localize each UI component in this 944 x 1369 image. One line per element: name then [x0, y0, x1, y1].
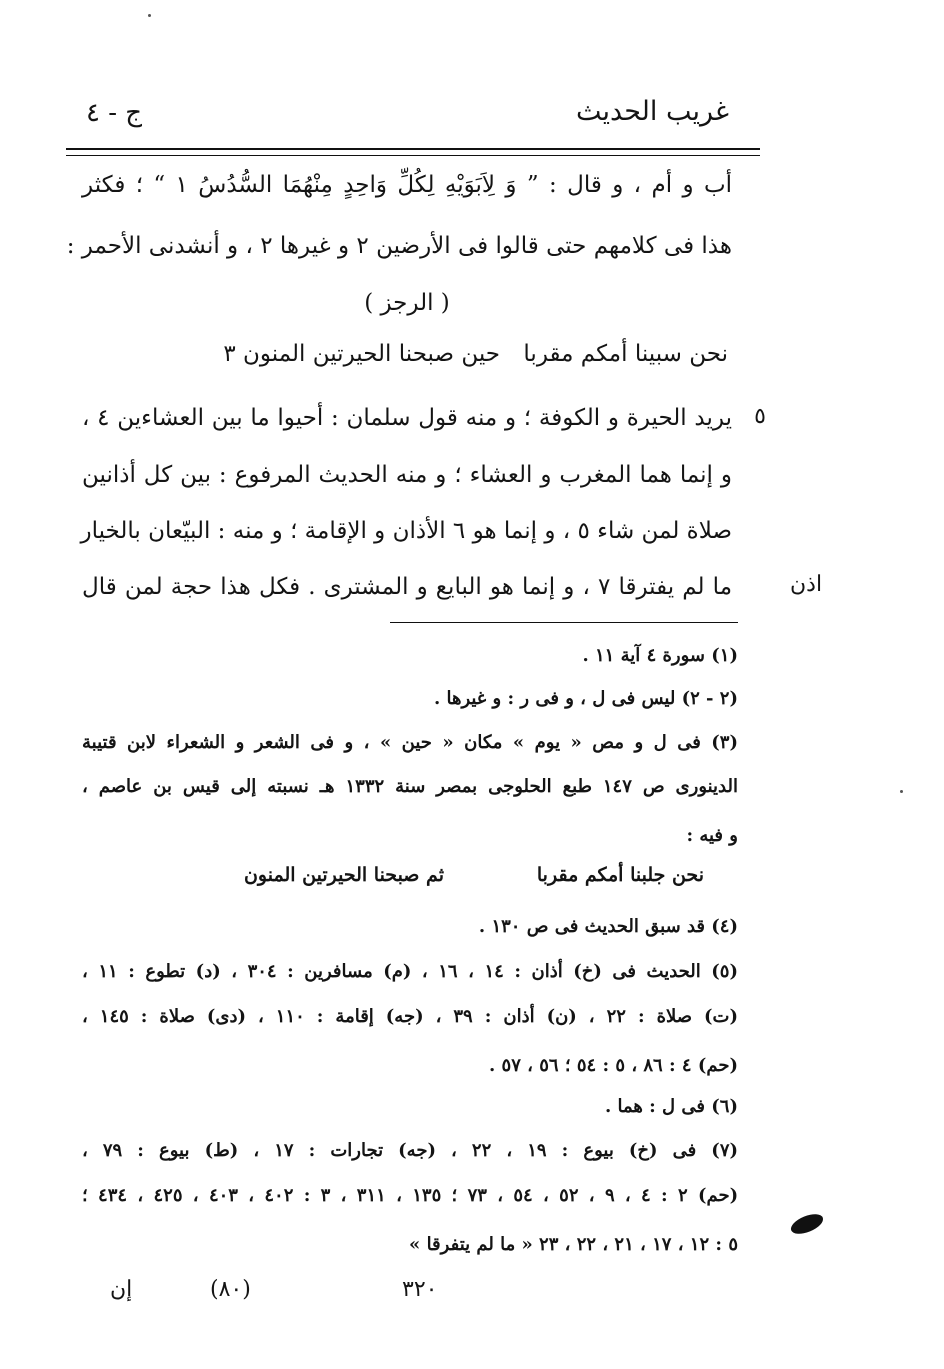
body-line-8: ما لم يفترقا ٧ ، و إنما هو البايع و المشترى . فكل هذا حجة لمن قال: [82, 574, 733, 600]
meter-label: ( الرجز ): [364, 290, 450, 316]
body-line-5: يريد الحيرة و الكوفة ؛ و منه قول سلمان : أحيوا ما بين العشاءين ٤ ،: [82, 405, 732, 431]
footnote-verse-left: ثم صبحنا الحيرتين المنون: [243, 864, 444, 886]
footnote-5-line-1: (٥) الحديث فى (خ) أذان : ١٤ ، ١٦ ، (م) مسافرين : ٣٠٤ ، (د) تطوع : ١١ ،: [82, 961, 738, 982]
footnote-1: (١) سورة ٤ آية ١١ .: [582, 645, 738, 666]
catchword: إن: [110, 1277, 133, 1302]
footnote-7-line-3: ٥ : ١٢ ، ١٧ ، ٢١ ، ٢٢ ، ٢٣ « ما لم يتفرقا »: [409, 1234, 738, 1255]
header-rule-thick: [66, 148, 760, 150]
footnote-7-line-2: (حم) ٢ : ٤ ، ٩ ، ٥٢ ، ٥٤ ، ٧٣ ؛ ١٣٥ ، ٣١١ ، ٣ : ٤٠٢ ، ٤٠٣ ، ٤٢٥ ، ٤٣٤ ؛: [82, 1185, 739, 1206]
scan-speck: [900, 790, 903, 793]
body-line-6: و إنما هما المغرب و العشاء ؛ و منه الحديث المرفوع : بين كل أذانين: [82, 462, 732, 488]
body-line-1: أب و أم ، و قال : ” وَ لِاَبَوَيْهِ لِكُلِّ وَاحِدٍ مِنْهُمَا السُّدُسُ ١ “ ؛ فكثر: [82, 172, 732, 198]
footnote-6: (٦) فى ل : هما .: [604, 1096, 738, 1117]
body-line-7: صلاة لمن شاء ٥ ، و إنما هو ٦ الأذان و الإقامة ؛ و منه : البيّعان بالخيار: [80, 518, 732, 544]
volume-number: ج - ٤: [86, 98, 143, 128]
page-number: ٣٢٠: [402, 1277, 438, 1302]
footnote-3-line-2: الدينورى ص ١٤٧ طبع الحلوجى بمصر سنة ١٣٣٢ هـ نسبته إلى قيس بن عاصم ،: [82, 776, 738, 797]
footnote-5-line-2: (ت) صلاة : ٢٢ ، (ن) أذان : ٣٩ ، (جه) إقامة : ١١٠ ، (دى) صلاة : ١٤٥ ،: [82, 1006, 738, 1027]
footnote-3-line-3: و فيه :: [686, 825, 738, 846]
footnote-5-line-3: (حم) ٤ : ٨٦ ، ٥ : ٥٤ ؛ ٥٦ ، ٥٧ .: [489, 1055, 738, 1076]
verse-hemistich-right: نحن سبينا أمكم مقربا: [523, 341, 728, 367]
body-line-2: هذا فى كلامهم حتى قالوا فى الأرضين ٢ و غيرها ٢ ، و أنشدنى الأحمر :: [66, 233, 732, 259]
ink-smudge: [788, 1210, 826, 1238]
footnote-2: (٢ - ٢) ليس فى ل ، و فى ر : و غيرها .: [433, 688, 738, 709]
folio-signature: (٨٠): [210, 1277, 251, 1302]
margin-note: اذن: [790, 572, 823, 597]
footnote-7-line-1: (٧) فى (خ) بيوع : ١٩ ، ٢٢ ، (جه) تجارات : ١٧ ، (ط) بيوع : ٧٩ ،: [82, 1140, 739, 1161]
scan-speck: [148, 14, 151, 17]
footnote-3-line-1: (٣) فى ل و مص « يوم » مكان « حين » ، و فى الشعر و الشعراء لابن قتيبة: [82, 732, 738, 753]
header-rule-thin: [66, 155, 760, 156]
footnote-4: (٤) قد سبق الحديث فى ص ١٣٠ .: [478, 916, 738, 937]
verse-hemistich-left: حين صبحنا الحيرتين المنون ٣: [223, 341, 500, 367]
footnote-separator: [390, 622, 738, 623]
running-title: غريب الحديث: [576, 96, 729, 127]
footnote-verse-right: نحن جلبنا أمكم مقربا: [536, 864, 704, 886]
line-number-marker: ٥: [754, 404, 766, 429]
